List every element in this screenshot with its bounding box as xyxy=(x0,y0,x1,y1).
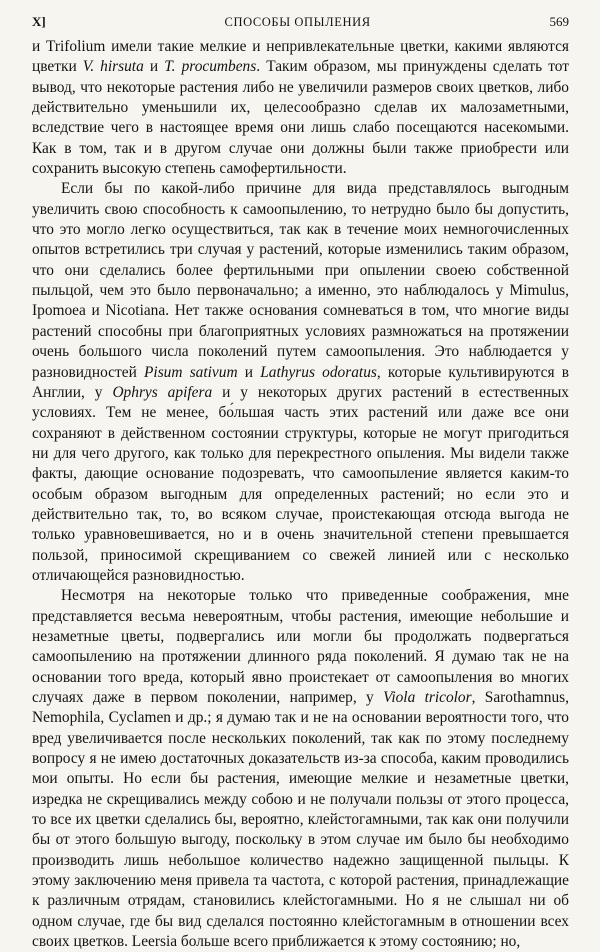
text-run: и xyxy=(143,58,165,76)
latin-species-name: Lathyrus odoratus xyxy=(260,363,377,381)
text-run: , которые культивируются в Англии, у xyxy=(32,363,570,401)
page-header xyxy=(32,14,569,32)
text-run: , Sarothamnus, Nemophila, Cyclamen и др.; я думаю так и не на основании вероятности того, что вред увеличивается после нескольких поколений, так как по этому последнему вопросу я не имею достаточных доказательств из-за способа, каким проводились мои опыты. Но если бы растения, имеющие мелкие и незаметные цветки, изредка не скрещивались между собою и не получали пользы от этого процесса, то все их цветки сделались бы, вероятно, клейстогамными, так как они получили бы от этого большую выгоду, поскольку в этом случае им было бы необходимо производить лишь небольшое количество надежно защищенной пыльцы. К этому заключению меня привела та частота, с которой растения, принадлежащие к различным отрядам, становились клейстогамными. Но я не слышал ни об одном случае, где бы вид сделался постоянно клейстогамным в отношении всех своих цветков. Leersia больше всего приближается к этому состоянию; но, xyxy=(32,689,569,951)
latin-species-name: Viola tricolor xyxy=(383,689,472,706)
latin-species-name: V. hirsuta xyxy=(82,58,144,76)
paragraph xyxy=(32,37,569,179)
latin-species-name: Pisum sativum xyxy=(144,363,238,381)
text-run: . Таким образом, мы принуждены сделать тот вывод, что некоторые растения либо не увеличили размеров своих цветков, либо действительно уменьшили их, целесообразно сделав их малозаметными, вследствие чего в настоящее время они лишь слабо посещаются насекомыми. Как в том, так и в другом случае они должны были также приобрести или сохранить высокую степень самофертильности. xyxy=(32,58,569,178)
text-run: Несмотря на некоторые только что приведенные соображения, мне представляется весьма невероятным, чтобы растения, имеющие небольшие и незаметные цветы, подвергались или могли бы продолжать подвергаться самоопылению на протяжении длинного ряда поколений. Я думаю так не на основании того вреда, который явно проистекает от самоопыления во многих случаях даже в первом поколении, например, у xyxy=(32,587,569,706)
text-run: и xyxy=(237,363,261,381)
chapter-marker: X] xyxy=(32,14,46,29)
paragraph xyxy=(32,179,569,586)
text-run: Если бы по какой-либо причине для вида представлялось выгодным увеличить свою способность к самоопылению, то нетрудно было бы допустить, что это могло легко осуществиться, так как в течение моих немногочисленных опытов встретились три случая у растений, которые изменились таким образом, что они сделались более фертильными при опылении своею собственной пыльцой, чем это было первоначально; а именно, это наблюдалось у Mimulus, Ipomoea и Nicotiana. Нет также основания сомневаться в том, что многие виды растений способны при благоприятных условиях размножаться на протяжении очень большого числа поколений путем самоопыления. Это наблюдается у разновидностей xyxy=(32,180,569,381)
page-number: 569 xyxy=(549,14,569,29)
text-run: и Trifolium имели такие мелкие и непривлекательные цветки, какими являются цветки xyxy=(32,38,569,76)
latin-species-name: T. procumbens xyxy=(164,58,257,76)
running-title: СПОСОБЫ ОПЫЛЕНИЯ xyxy=(224,15,371,29)
paragraph xyxy=(32,586,569,952)
text-run: и у некоторых других растений в естественных условиях. Тем не менее, бо́льшая часть этих растений или даже все они сохраняют в действенном состоянии структуры, которые не могут пригодиться ни для чего другого, как только для перекрестного опыления. Мы видели также факты, дающие основание подозревать, что самоопыление является каким-то особым образом выгодным для определенных растений; но если это и действительно так, то, во всяком случае, проистекающая отсюда выгода не только уравновешивается, но и в очень значительной степени превышается пользой, приносимой скрещиванием со свежей линией или с несколько отличающейся разновидностью. xyxy=(32,383,569,584)
body-text xyxy=(32,37,569,952)
latin-species-name: Ophrys apifera xyxy=(112,383,213,401)
